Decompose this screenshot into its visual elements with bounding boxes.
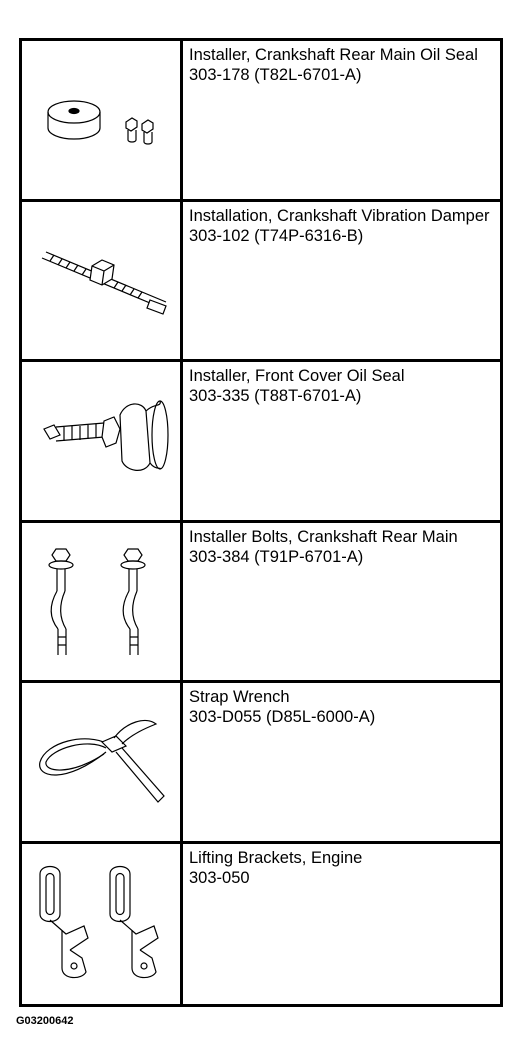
tool-number: 303-384 (T91P-6701-A) — [189, 547, 364, 566]
tool-number: 303-178 (T82L-6701-A) — [189, 66, 362, 84]
lifting-brackets-icon — [26, 854, 176, 994]
tool-row — [22, 362, 500, 523]
tool-name: Installer, Front Cover Oil Seal — [189, 367, 405, 385]
tool-name: Installer Bolts, Crankshaft Rear Main — [189, 527, 458, 546]
tool-row — [22, 202, 500, 363]
tool-description — [183, 844, 500, 1004]
special-tools-table — [19, 38, 503, 1007]
tool-name: Strap Wrench — [189, 688, 290, 706]
tool-row — [22, 41, 500, 202]
tool-name: Installation, Crankshaft Vibration Damper — [189, 206, 490, 225]
tool-illustration-cell — [22, 844, 183, 1004]
tool-name: Installer, Crankshaft Rear Main Oil Seal — [189, 46, 478, 64]
tool-number: 303-050 — [189, 868, 250, 887]
seal-installer-disc-icon — [26, 50, 176, 190]
tool-description — [183, 202, 500, 360]
threaded-rod-icon — [26, 210, 176, 350]
tool-number: 303-335 (T88T-6701-A) — [189, 387, 362, 405]
tool-name: Lifting Brackets, Engine — [189, 848, 363, 867]
tool-description — [183, 523, 500, 681]
tool-illustration-cell — [22, 202, 183, 360]
tool-row — [22, 844, 500, 1004]
tool-illustration-cell — [22, 41, 183, 199]
tool-row — [22, 683, 500, 844]
tool-number: 303-D055 (D85L-6000-A) — [189, 708, 376, 726]
tool-illustration-cell — [22, 523, 183, 681]
tool-number: 303-102 (T74P-6316-B) — [189, 226, 364, 245]
seal-installer-screw-icon — [26, 371, 176, 511]
strap-wrench-icon — [26, 692, 176, 832]
tool-illustration-cell — [22, 362, 183, 520]
tool-description — [183, 41, 500, 199]
figure-id: G03200642 — [16, 1015, 74, 1027]
tool-illustration-cell — [22, 683, 183, 841]
installer-bolts-icon — [26, 531, 176, 671]
tool-description — [183, 683, 500, 841]
tool-description — [183, 362, 500, 520]
tool-row — [22, 523, 500, 684]
